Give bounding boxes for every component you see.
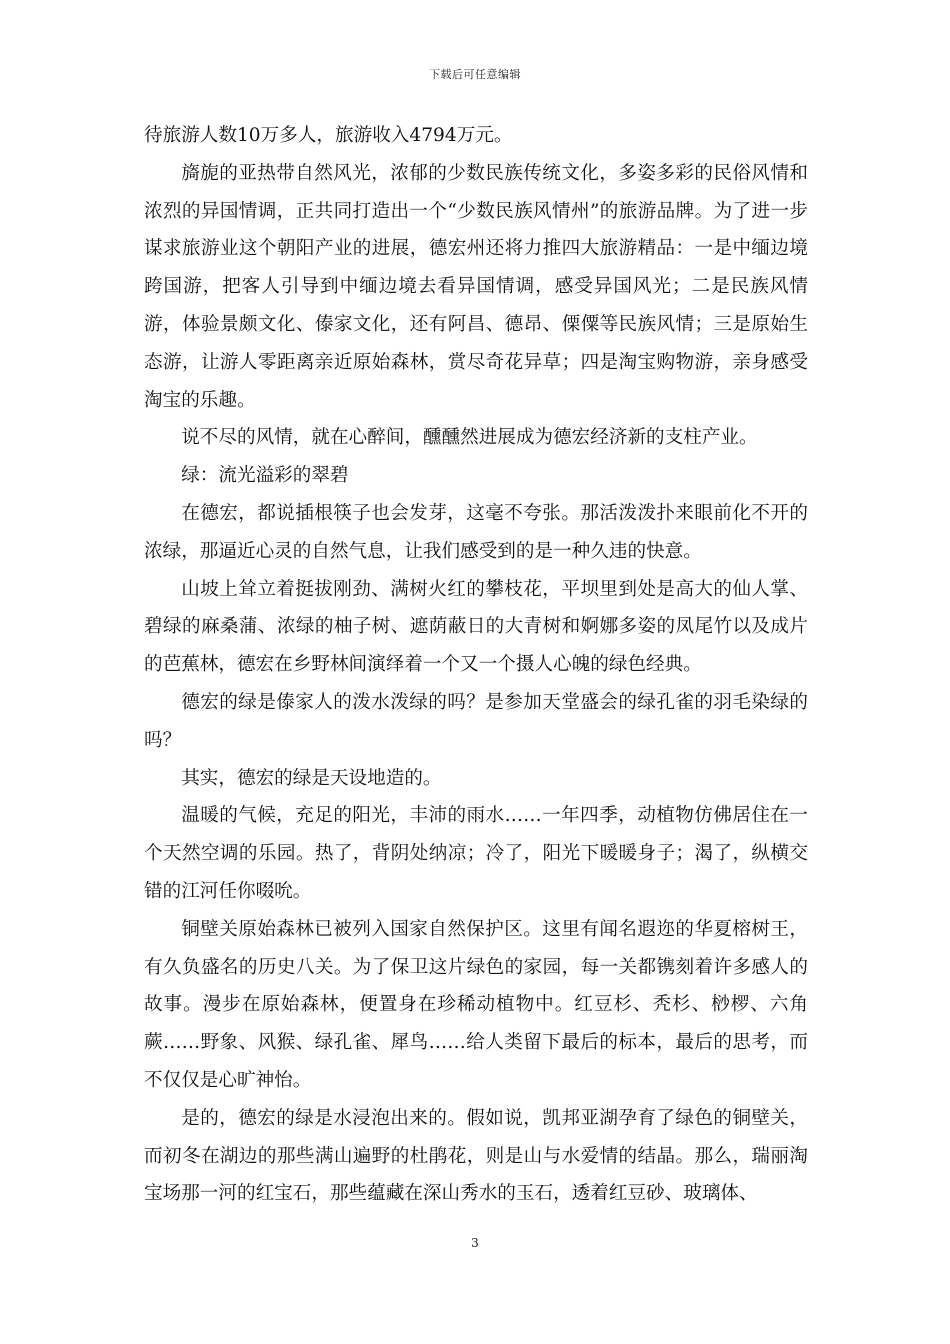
paragraph-7: 德宏的绿是傣家人的泼水泼绿的吗？是参加天堂盛会的绿孔雀的羽毛染绿的吗？ <box>144 691 808 751</box>
paragraph-6: 山坡上耸立着挺拔刚劲、满树火红的攀枝花，平坝里到处是高大的仙人掌、碧绿的麻桑蒲、浓绿的柚子树、遮荫蔽日的大青树和婀娜多姿的凤尾竹以及成片的芭蕉林，德宏在乡野林间演绎着一个又一个摄人心魄的绿色经典。 <box>144 578 808 676</box>
paragraph-11: 是的，德宏的绿是水浸泡出来的。假如说，凯邦亚湖孕育了绿色的铜壁关，而初冬在湖边的那些满山遍野的杜鹃花，则是山与水爱情的结晶。那么，瑞丽淘宝场那一河的红宝石，那些蕴藏在深山秀水的玉石，透着红豆砂、玻璃体、 <box>144 1107 808 1205</box>
page-number: 3 <box>471 1236 479 1250</box>
paragraph-5: 在德宏，都说插根筷子也会发芽，这毫不夸张。那活泼泼扑来眼前化不开的浓绿，那逼近心灵的自然气息，让我们感受到的是一种久违的快意。 <box>144 502 808 562</box>
paragraph-2: 旖旎的亚热带自然风光，浓郁的少数民族传统文化，多姿多彩的民俗风情和浓烈的异国情调，正共同打造出一个“少数民族风情州”的旅游品牌。为了进一步谋求旅游业这个朝阳产业的进展，德宏州还将力推四大旅游精品：一是中缅边境跨国游，把客人引导到中缅边境去看异国情调，感受异国风光；二是民族风情游，体验景颇文化、傣家文化，还有阿昌、德昂、傈僳等民族风情；三是原始生态游，让游人零距离亲近原始森林，赏尽奇花异草；四是淘宝购物游，亲身感受淘宝的乐趣。 <box>144 162 808 411</box>
paragraph-9: 温暖的气候，充足的阳光，丰沛的雨水……一年四季，动植物仿佛居住在一个天然空调的乐园。热了，背阴处纳凉；冷了，阳光下暖暖身子；渴了，纵横交错的江河任你啜吮。 <box>144 805 808 902</box>
paragraph-1: 待旅游人数10万多人，旅游收入4794万元。 <box>144 125 513 146</box>
paragraph-10: 铜壁关原始森林已被列入国家自然保护区。这里有闻名遐迩的华夏榕树王，有久负盛名的历史八关。为了保卫这片绿色的家园，每一关都镌刻着许多感人的故事。漫步在原始森林，便置身在珍稀动植物中。红豆杉、秃杉、桫椤、六角蕨……野象、风猴、绿孔雀、犀鸟……给人类留下最后的标本，最后的思考，而不仅仅是心旷神怡。 <box>144 918 808 1091</box>
paragraph-3: 说不尽的风情，就在心醉间，醺醺然进展成为德宏经济新的支柱产业。 <box>181 427 758 449</box>
body-text <box>144 117 808 1213</box>
section-heading-green: 绿：流光溢彩的翠碧 <box>181 465 349 487</box>
page-header: 下载后可任意编辑 <box>429 68 521 81</box>
paragraph-8: 其实，德宏的绿是天设地造的。 <box>181 767 442 789</box>
